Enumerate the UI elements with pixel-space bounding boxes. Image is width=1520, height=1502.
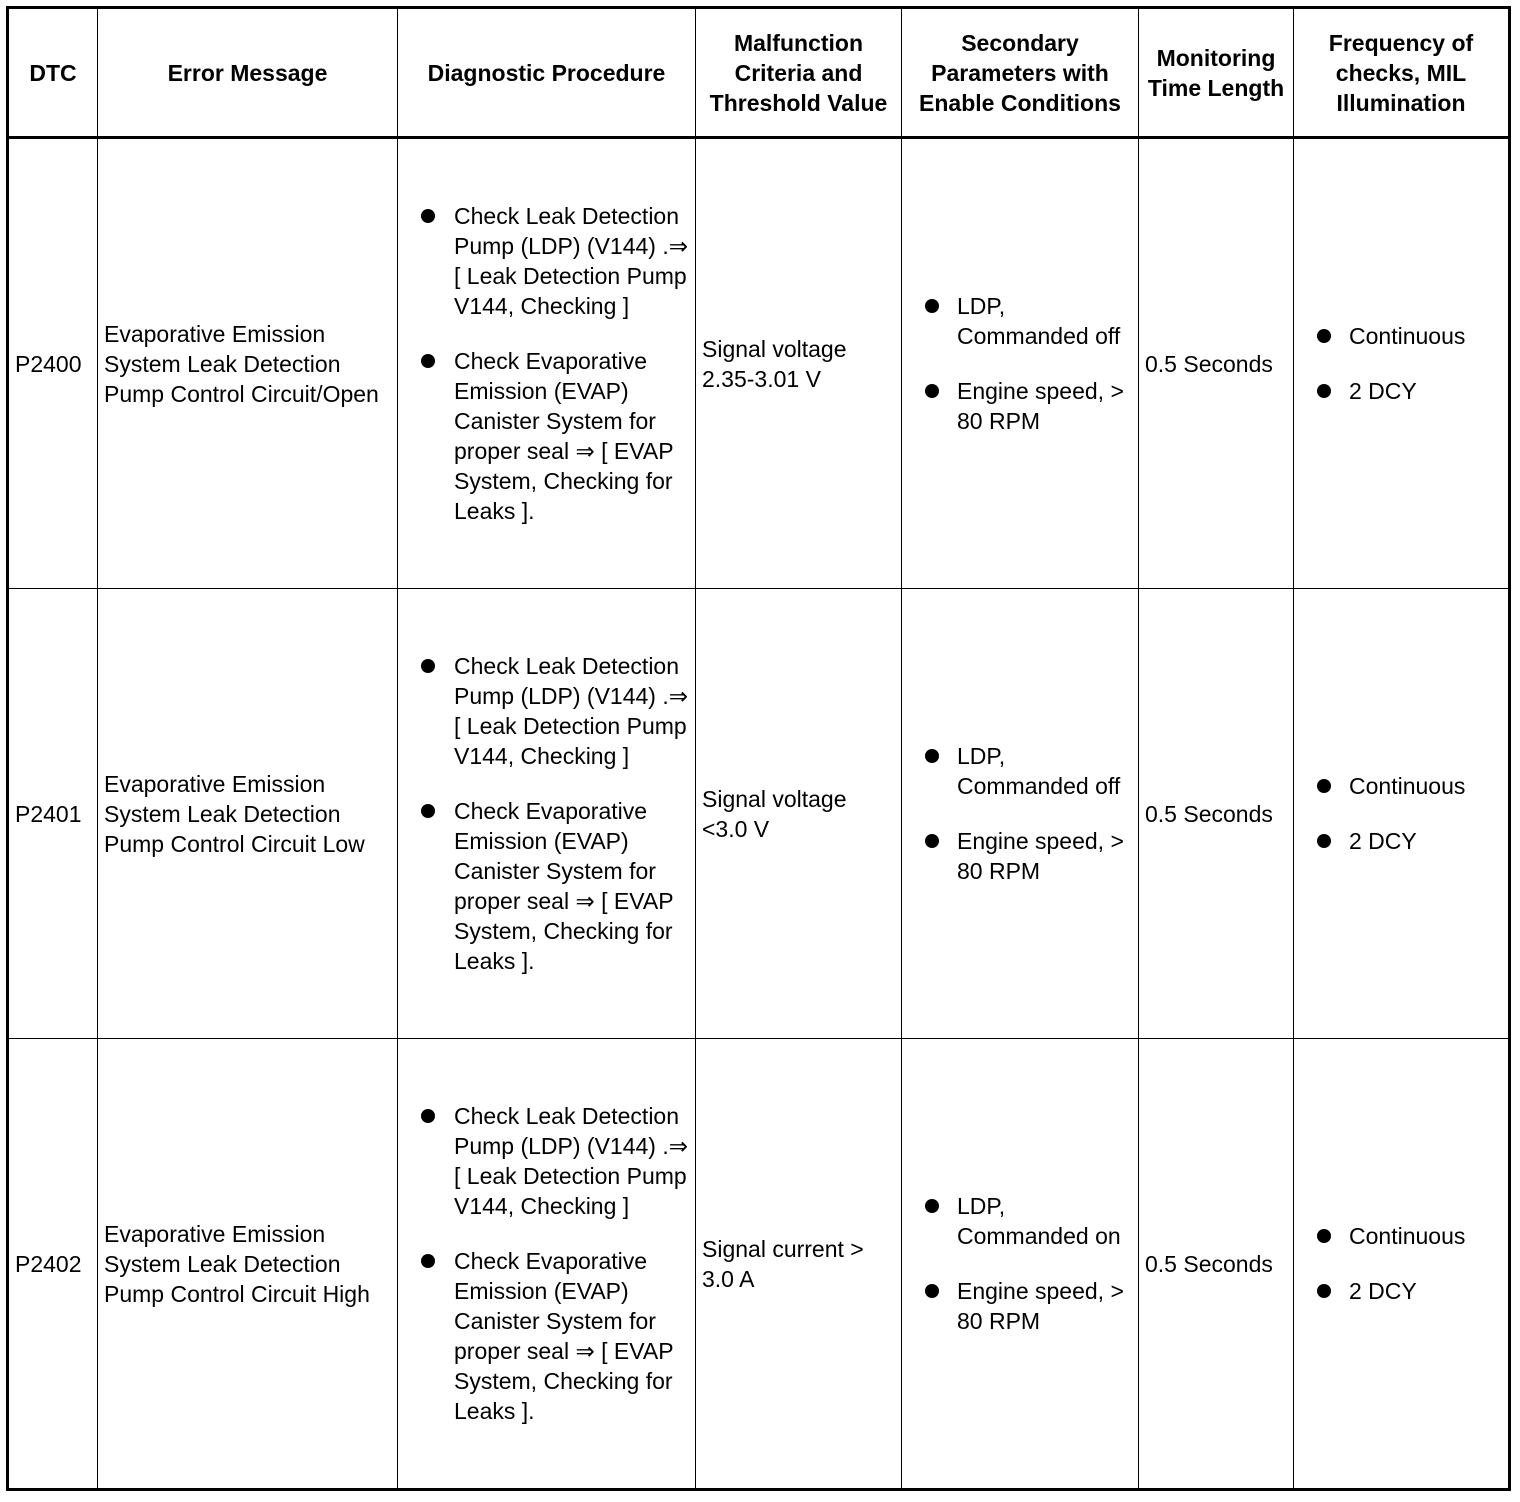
bullet-icon	[925, 384, 939, 398]
procedure-list	[404, 651, 689, 976]
secondary-list	[908, 291, 1132, 436]
malfunction-criteria: Signal voltage <3.0 V	[696, 589, 902, 1039]
header-monitoring-time: Monitoring Time Length	[1139, 8, 1294, 138]
bullet-icon	[421, 804, 435, 818]
diagnostic-procedure	[398, 1039, 696, 1490]
list-item	[1300, 1221, 1502, 1251]
secondary-condition: LDP, Commanded off	[957, 293, 1121, 349]
list-item	[908, 291, 1132, 351]
list-item	[908, 1276, 1132, 1336]
table-row	[8, 138, 1510, 589]
header-secondary-parameters: Secondary Parameters with Enable Conditions	[902, 8, 1139, 138]
list-item	[404, 796, 689, 976]
secondary-parameters	[902, 589, 1139, 1039]
diagnostic-procedure	[398, 138, 696, 589]
secondary-list	[908, 741, 1132, 886]
malfunction-criteria: Signal current > 3.0 A	[696, 1039, 902, 1490]
monitoring-time: 0.5 Seconds	[1139, 1039, 1294, 1490]
procedure-list	[404, 201, 689, 526]
header-dtc: DTC	[8, 8, 98, 138]
dtc-table	[6, 6, 1511, 1491]
frequency	[1294, 1039, 1510, 1490]
frequency-value: 2 DCY	[1349, 378, 1417, 404]
list-item	[908, 741, 1132, 801]
procedure-step: Check Evaporative Emission (EVAP) Canister System for proper seal ⇒ [ EVAP System, Checking for Leaks ].	[454, 348, 674, 524]
procedure-step: Check Evaporative Emission (EVAP) Canister System for proper seal ⇒ [ EVAP System, Checking for Leaks ].	[454, 798, 674, 974]
monitoring-time: 0.5 Seconds	[1139, 589, 1294, 1039]
table-row	[8, 1039, 1510, 1490]
secondary-parameters	[902, 138, 1139, 589]
header-malfunction-criteria: Malfunction Criteria and Threshold Value	[696, 8, 902, 138]
frequency-value: Continuous	[1349, 323, 1466, 349]
dtc-code: P2402	[8, 1039, 98, 1490]
list-item	[404, 651, 689, 771]
frequency-list	[1300, 771, 1502, 856]
frequency-value: Continuous	[1349, 773, 1466, 799]
frequency-list	[1300, 321, 1502, 406]
malfunction-criteria: Signal voltage 2.35-3.01 V	[696, 138, 902, 589]
secondary-condition: LDP, Commanded off	[957, 743, 1121, 799]
frequency-value: Continuous	[1349, 1223, 1466, 1249]
table-header	[8, 8, 1510, 138]
bullet-icon	[1317, 779, 1331, 793]
bullet-icon	[1317, 1229, 1331, 1243]
procedure-list	[404, 1101, 689, 1426]
diagnostic-procedure	[398, 589, 696, 1039]
bullet-icon	[925, 834, 939, 848]
list-item	[1300, 1276, 1502, 1306]
bullet-icon	[925, 749, 939, 763]
secondary-condition: Engine speed, > 80 RPM	[957, 1278, 1124, 1334]
list-item	[404, 1246, 689, 1426]
secondary-condition: LDP, Commanded on	[957, 1193, 1121, 1249]
bullet-icon	[1317, 834, 1331, 848]
bullet-icon	[1317, 1284, 1331, 1298]
table-row	[8, 589, 1510, 1039]
bullet-icon	[421, 354, 435, 368]
frequency-list	[1300, 1221, 1502, 1306]
list-item	[404, 1101, 689, 1221]
procedure-step: Check Leak Detection Pump (LDP) (V144) .⇒ [ Leak Detection Pump V144, Checking ]	[454, 1103, 689, 1219]
secondary-condition: Engine speed, > 80 RPM	[957, 828, 1124, 884]
list-item	[1300, 826, 1502, 856]
frequency-value: 2 DCY	[1349, 828, 1417, 854]
list-item	[404, 346, 689, 526]
header-row	[8, 8, 1510, 138]
error-message: Evaporative Emission System Leak Detection Pump Control Circuit/Open	[98, 138, 398, 589]
bullet-icon	[925, 299, 939, 313]
secondary-list	[908, 1191, 1132, 1336]
frequency-value: 2 DCY	[1349, 1278, 1417, 1304]
header-error-message: Error Message	[98, 8, 398, 138]
bullet-icon	[421, 659, 435, 673]
secondary-condition: Engine speed, > 80 RPM	[957, 378, 1124, 434]
error-message: Evaporative Emission System Leak Detection Pump Control Circuit Low	[98, 589, 398, 1039]
list-item	[1300, 321, 1502, 351]
table-body	[8, 138, 1510, 1490]
procedure-step: Check Leak Detection Pump (LDP) (V144) .⇒ [ Leak Detection Pump V144, Checking ]	[454, 653, 689, 769]
bullet-icon	[1317, 384, 1331, 398]
header-frequency: Frequency of checks, MIL Illumination	[1294, 8, 1510, 138]
bullet-icon	[925, 1199, 939, 1213]
dtc-code: P2401	[8, 589, 98, 1039]
secondary-parameters	[902, 1039, 1139, 1490]
frequency	[1294, 589, 1510, 1039]
bullet-icon	[421, 1254, 435, 1268]
header-diagnostic-procedure: Diagnostic Procedure	[398, 8, 696, 138]
error-message: Evaporative Emission System Leak Detection Pump Control Circuit High	[98, 1039, 398, 1490]
frequency	[1294, 138, 1510, 589]
list-item	[908, 1191, 1132, 1251]
monitoring-time: 0.5 Seconds	[1139, 138, 1294, 589]
dtc-code: P2400	[8, 138, 98, 589]
list-item	[1300, 376, 1502, 406]
bullet-icon	[421, 1109, 435, 1123]
list-item	[404, 201, 689, 321]
list-item	[908, 376, 1132, 436]
procedure-step: Check Leak Detection Pump (LDP) (V144) .⇒ [ Leak Detection Pump V144, Checking ]	[454, 203, 689, 319]
bullet-icon	[1317, 329, 1331, 343]
list-item	[1300, 771, 1502, 801]
procedure-step: Check Evaporative Emission (EVAP) Canister System for proper seal ⇒ [ EVAP System, Checking for Leaks ].	[454, 1248, 674, 1424]
list-item	[908, 826, 1132, 886]
bullet-icon	[925, 1284, 939, 1298]
bullet-icon	[421, 209, 435, 223]
